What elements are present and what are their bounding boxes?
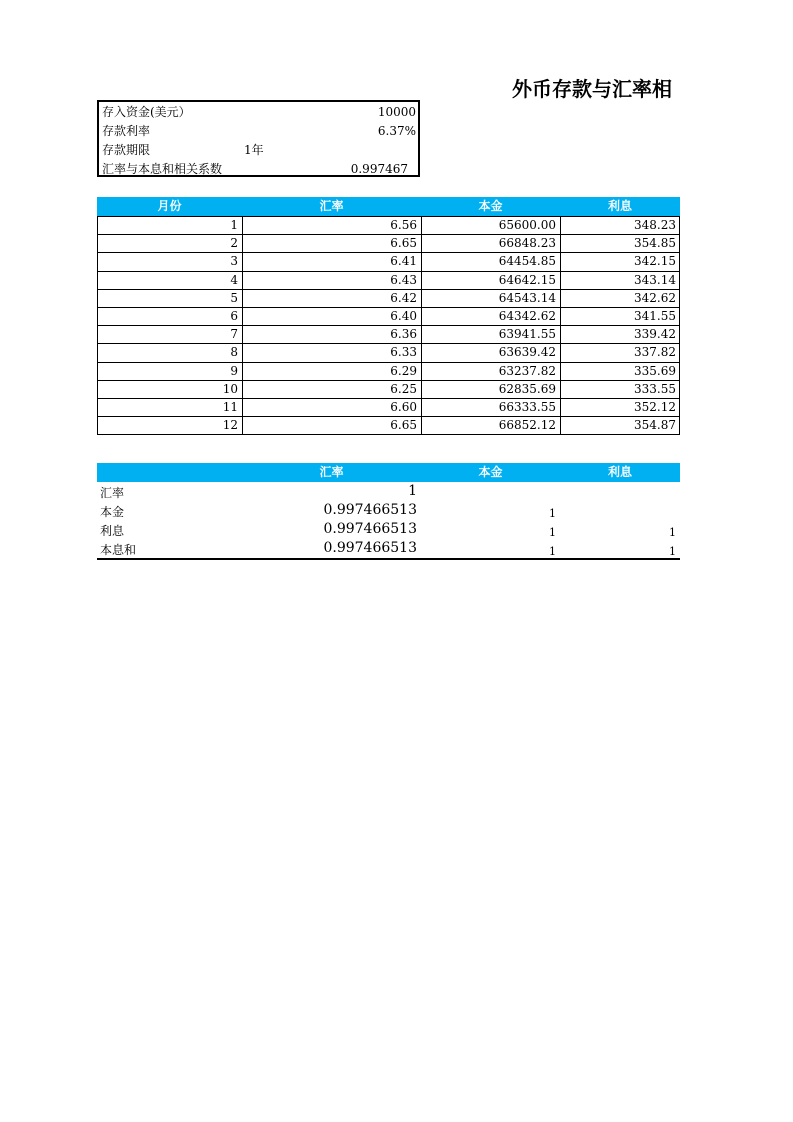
- cell-rate[interactable]: 0.997466513: [323, 540, 417, 556]
- cell-rate[interactable]: 0.997466513: [323, 502, 417, 518]
- cell-interest[interactable]: 333.55: [634, 381, 676, 396]
- cell-interest[interactable]: 341.55: [634, 309, 676, 323]
- column-divider: [97, 216, 98, 435]
- info-value[interactable]: 10000: [377, 105, 416, 119]
- column-divider: [421, 216, 422, 435]
- info-value[interactable]: 1年: [244, 143, 264, 157]
- info-label: 存入资金(美元）: [102, 105, 191, 119]
- row-divider: [97, 289, 680, 290]
- row-divider: [97, 434, 680, 435]
- cell-month[interactable]: 4: [230, 272, 238, 287]
- col-header-interest: 利息: [607, 465, 632, 479]
- col-header-rate: 汇率: [319, 199, 344, 213]
- cell-month[interactable]: 7: [230, 327, 238, 342]
- cell-interest[interactable]: 335.69: [634, 363, 676, 378]
- info-row-term: [99, 141, 418, 160]
- row-divider: [97, 343, 680, 344]
- cell-rate[interactable]: 6.33: [390, 345, 417, 360]
- row-divider: [97, 362, 680, 363]
- sheet-title: 外币存款与汇率相: [512, 77, 672, 101]
- info-row-correlation: [99, 160, 418, 179]
- cell-rate[interactable]: 6.40: [390, 309, 417, 323]
- info-value[interactable]: 0.997467: [350, 162, 408, 176]
- cell-rate[interactable]: 6.42: [390, 290, 417, 305]
- cell-rate[interactable]: 6.65: [390, 236, 417, 251]
- cell-month[interactable]: 2: [230, 236, 238, 251]
- cell-principal[interactable]: 64642.15: [498, 272, 556, 287]
- cell-interest[interactable]: 352.12: [634, 400, 676, 414]
- row-label: 汇率: [100, 486, 125, 500]
- row-divider: [97, 216, 680, 217]
- col-header-interest: 利息: [607, 199, 632, 213]
- info-label: 存款期限: [102, 143, 151, 157]
- cell-interest[interactable]: 354.87: [634, 418, 676, 433]
- cell-month[interactable]: 5: [230, 290, 238, 305]
- cell-principal[interactable]: 63237.82: [498, 363, 556, 378]
- cell-rate[interactable]: 6.25: [390, 381, 417, 396]
- cell-month[interactable]: 10: [222, 381, 238, 396]
- table-header: [97, 463, 680, 482]
- col-header-principal: 本金: [478, 465, 503, 479]
- row-label: 利息: [100, 524, 125, 538]
- cell-principal[interactable]: 65600.00: [498, 218, 556, 232]
- correlation-table: [97, 463, 680, 560]
- table-header: [97, 197, 680, 216]
- cell-principal[interactable]: 1: [549, 545, 556, 558]
- cell-rate[interactable]: 6.65: [390, 418, 417, 433]
- deposit-info-box: [97, 100, 420, 177]
- info-value[interactable]: 6.37%: [377, 124, 416, 138]
- col-header-principal: 本金: [478, 199, 503, 213]
- cell-month[interactable]: 8: [230, 345, 238, 360]
- info-row-rate: [99, 122, 418, 141]
- cell-rate[interactable]: 6.56: [390, 218, 417, 232]
- bottom-border: [97, 558, 680, 560]
- row-divider: [97, 234, 680, 235]
- cell-interest[interactable]: 354.85: [634, 236, 676, 251]
- cell-interest[interactable]: 343.14: [634, 272, 676, 287]
- cell-rate[interactable]: 6.29: [390, 363, 417, 378]
- row-divider: [97, 416, 680, 417]
- cell-rate[interactable]: 1: [408, 483, 417, 499]
- col-header-rate: 汇率: [319, 465, 344, 479]
- cell-principal[interactable]: 66333.55: [498, 400, 556, 414]
- cell-principal[interactable]: 66848.23: [498, 236, 556, 251]
- cell-principal[interactable]: 63941.55: [498, 327, 556, 342]
- cell-month[interactable]: 9: [230, 363, 238, 378]
- cell-rate[interactable]: 6.41: [390, 254, 417, 269]
- cell-principal[interactable]: 64342.62: [498, 309, 556, 323]
- row-divider: [97, 307, 680, 308]
- cell-rate[interactable]: 0.997466513: [323, 521, 417, 537]
- column-divider: [560, 216, 561, 435]
- cell-interest[interactable]: 1: [669, 545, 676, 558]
- cell-interest[interactable]: 339.42: [634, 327, 676, 342]
- cell-principal[interactable]: 62835.69: [498, 381, 556, 396]
- row-divider: [97, 380, 680, 381]
- cell-principal[interactable]: 66852.12: [498, 418, 556, 433]
- info-label: 存款利率: [102, 124, 151, 138]
- monthly-table: [97, 197, 680, 444]
- cell-month[interactable]: 6: [230, 309, 238, 323]
- cell-interest[interactable]: 342.15: [634, 254, 676, 269]
- cell-principal[interactable]: 64454.85: [498, 254, 556, 269]
- cell-interest[interactable]: 342.62: [634, 290, 676, 305]
- column-divider: [679, 216, 680, 435]
- cell-rate[interactable]: 6.36: [390, 327, 417, 342]
- cell-month[interactable]: 3: [230, 254, 238, 269]
- col-header-month: 月份: [157, 199, 182, 213]
- cell-month[interactable]: 12: [222, 418, 238, 433]
- cell-principal[interactable]: 1: [549, 507, 556, 520]
- info-label: 汇率与本息和相关系数: [102, 162, 223, 176]
- row-divider: [97, 252, 680, 253]
- cell-interest[interactable]: 1: [669, 526, 676, 539]
- row-divider: [97, 271, 680, 272]
- cell-interest[interactable]: 337.82: [634, 345, 676, 360]
- row-divider: [97, 325, 680, 326]
- cell-interest[interactable]: 348.23: [634, 218, 676, 232]
- cell-month[interactable]: 1: [230, 218, 238, 232]
- info-row-principal: [99, 103, 418, 122]
- row-label: 本金: [100, 505, 125, 519]
- cell-principal[interactable]: 63639.42: [498, 345, 556, 360]
- column-divider: [242, 216, 243, 435]
- cell-rate[interactable]: 6.43: [390, 272, 417, 287]
- cell-principal[interactable]: 64543.14: [498, 290, 556, 305]
- cell-principal[interactable]: 1: [549, 526, 556, 539]
- cell-month[interactable]: 11: [222, 400, 238, 414]
- row-divider: [97, 398, 680, 399]
- row-label: 本息和: [100, 543, 137, 557]
- cell-rate[interactable]: 6.60: [390, 400, 417, 414]
